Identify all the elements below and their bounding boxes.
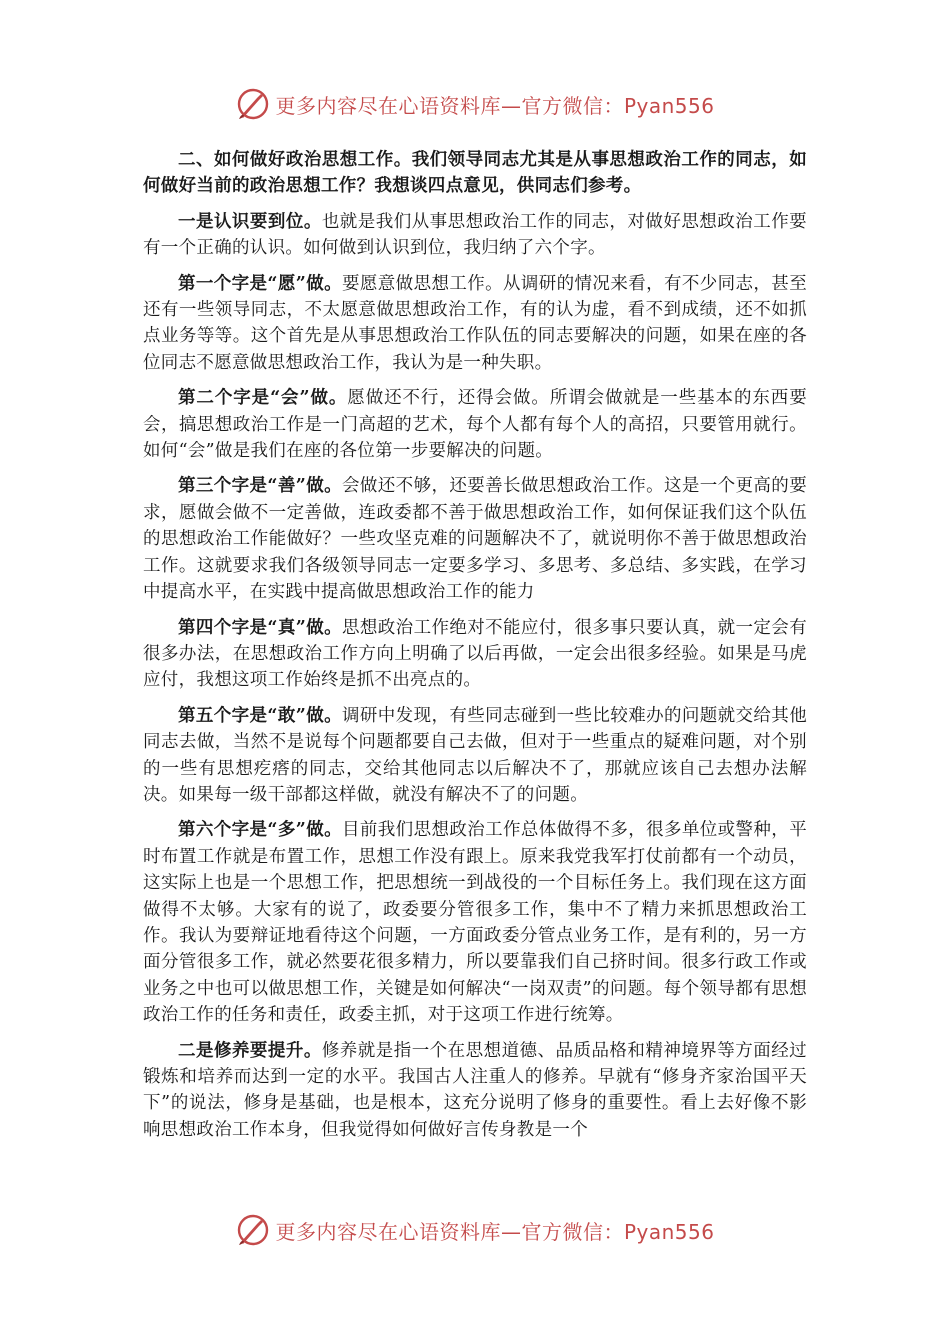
paragraph bbox=[143, 271, 807, 377]
header-banner bbox=[0, 84, 950, 124]
paragraph-text: 修养就是指一个在思想道德、品质品格和精神境界等方面经过锻炼和培养而达到一定的水平。我国古人注重人的修养。早就有“修身齐家治国平天下”的说法，修身是基础，也是根本，这充分说明了修身的重要性。看上去好像不影响思想政治工作本身，但我觉得如何做好言传身教是一个 bbox=[143, 1040, 807, 1140]
paragraph bbox=[143, 817, 807, 1028]
paragraph-heading: 二是修养要提升。 bbox=[178, 1040, 322, 1061]
paragraph-heading: 第六个字是“多”做。 bbox=[178, 820, 343, 841]
paragraph-text: 目前我们思想政治工作总体做得不多，很多单位或警种，平时布置工作就是布置工作，思想工作没有跟上。原来我党我军打仗前都有一个动员，这实际上也是一个思想工作，把思想统一到战役的一个目标任务上。我们现在这方面做得不太够。大家有的说了，政委要分管很多工作，集中不了精力来抓思想政治工作。我认为要辩证地看待这个问题，一方面政委分管点业务工作，是有利的，另一方面分管很多工作，就必然要花很多精力，所以要靠我们自己挤时间。很多行政工作或业务之中也可以做思想工作，关键是如何解决“一岗双责”的问题。每个领导都有思想政治工作的任务和责任，政委主抓，对于这项工作进行统筹。 bbox=[143, 820, 807, 1026]
paragraph bbox=[143, 703, 807, 809]
brush-logo-icon bbox=[235, 86, 271, 122]
paragraph-text: 会做还不够，还要善长做思想政治工作。这是一个更高的要求，愿做会做不一定善做，连政委都不善于做思想政治工作，如何保证我们这个队伍的思想政治工作能做好？一些攻坚克难的问题解决不了，就说明你不善于做思想政治工作。这就要求我们各级领导同志一定要多学习、多思考、多总结、多实践，在学习中提高水平，在实践中提高做思想政治工作的能力 bbox=[143, 476, 807, 603]
paragraph-heading: 第四个字是“真”做。 bbox=[178, 617, 343, 638]
paragraph-text: 也就是我们从事思想政治工作的同志，对做好思想政治工作要有一个正确的认识。如何做到认识到位，我归纳了六个字。 bbox=[143, 211, 807, 259]
paragraph-heading: 第五个字是“敢”做。 bbox=[178, 705, 343, 726]
paragraph-heading: 二、如何做好政治思想工作。我们领导同志尤其是从事思想政治工作的同志，如何做好当前的政治思想工作？我想谈四点意见，供同志们参考。 bbox=[143, 150, 807, 197]
paragraph-text: 思想政治工作绝对不能应付，很多事只要认真，就一定会有很多办法，在思想政治工作方向上明确了以后再做，一定会出很多经验。如果是马虎应付，我想这项工作始终是抓不出亮点的。 bbox=[143, 617, 807, 691]
document-body bbox=[143, 147, 807, 1152]
paragraph bbox=[143, 615, 807, 694]
brush-logo-icon bbox=[235, 1212, 271, 1248]
paragraph-heading: 一是认识要到位。 bbox=[178, 211, 322, 232]
paragraph bbox=[143, 147, 807, 200]
paragraph-text: 调研中发现，有些同志碰到一些比较难办的问题就交给其他同志去做，当然不是说每个问题都要自己去做，但对于一些重点的疑难问题，对个别的一些有思想疙瘩的同志，交给其他同志以后解决不了，那就应该自己去想办法解决。如果每一级干部都这样做，就没有解决不了的问题。 bbox=[143, 705, 807, 805]
paragraph-heading: 第三个字是“善”做。 bbox=[178, 476, 343, 497]
paragraph-text: 愿做还不行，还得会做。所谓会做就是一些基本的东西要会，搞思想政治工作是一门高超的艺术，每个人都有每个人的高招，只要管用就行。如何“会”做是我们在座的各位第一步要解决的问题。 bbox=[143, 388, 808, 462]
paragraph bbox=[143, 209, 807, 262]
paragraph-heading: 第二个字是“会”做。 bbox=[178, 388, 348, 409]
paragraph-text: 要愿意做思想工作。从调研的情况来看，有不少同志，甚至还有一些领导同志，不太愿意做思想政治工作，有的认为虚，看不到成绩，还不如抓点业务等等。这个首先是从事思想政治工作队伍的同志要解决的问题，如果在座的各位同志不愿意做思想政治工作，我认为是一种失职。 bbox=[143, 273, 807, 373]
paragraph bbox=[143, 473, 807, 605]
paragraph bbox=[143, 385, 807, 464]
paragraph bbox=[143, 1038, 807, 1144]
paragraph-heading: 第一个字是“愿”做。 bbox=[178, 273, 343, 294]
footer-banner bbox=[0, 1210, 950, 1250]
banner-text: 更多内容尽在心语资料库—官方微信：Pyan556 bbox=[275, 1219, 715, 1244]
banner-text: 更多内容尽在心语资料库—官方微信：Pyan556 bbox=[275, 93, 715, 118]
